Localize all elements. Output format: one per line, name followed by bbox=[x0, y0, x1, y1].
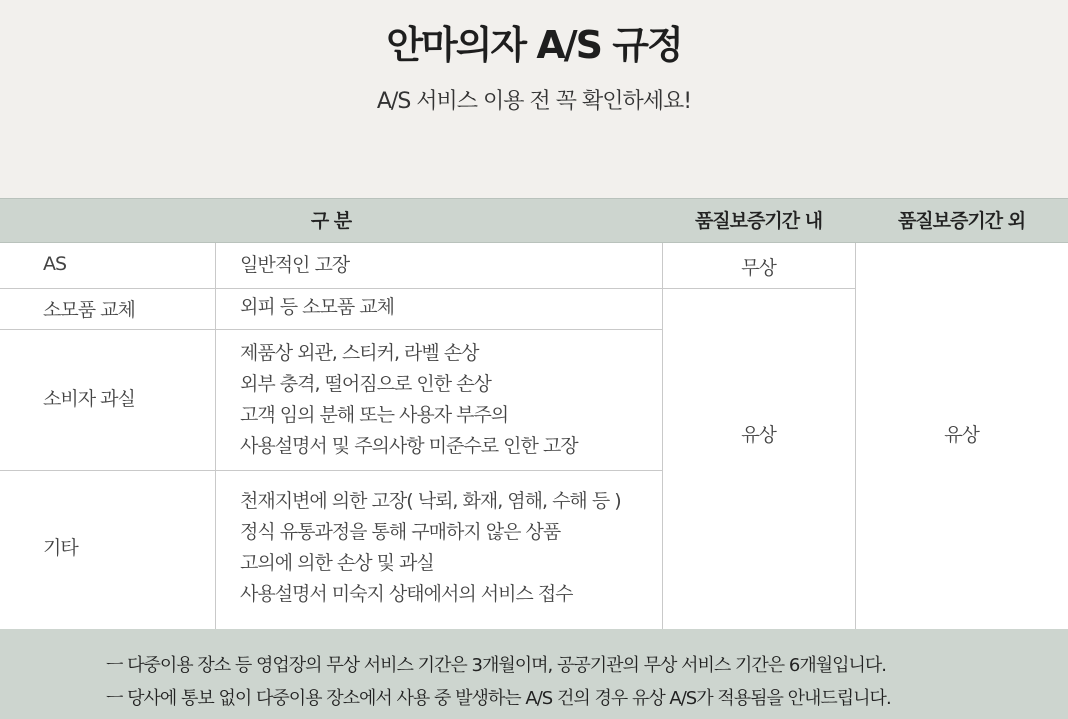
table-row-details bbox=[240, 338, 578, 462]
page-title: 안마의자 A/S 규정 bbox=[386, 23, 682, 67]
detail-line: 고객 임의 분해 또는 사용자 부주의 bbox=[240, 404, 509, 426]
detail-line: 사용설명서 미숙지 상태에서의 서비스 접수 bbox=[240, 583, 573, 605]
table-row-category: 소모품 교체 bbox=[43, 299, 135, 321]
column-divider bbox=[215, 243, 216, 629]
out-warranty-value: 유상 bbox=[944, 424, 979, 446]
footer-note: ㅡ 당사에 통보 없이 다중이용 장소에서 사용 중 발생하는 A/S 건의 경우 유상 A/S가 적용됨을 안내드립니다. bbox=[106, 688, 891, 709]
in-warranty-paid-value: 유상 bbox=[741, 424, 776, 446]
detail-line: 외피 등 소모품 교체 bbox=[240, 296, 394, 318]
detail-line: 일반적인 고장 bbox=[240, 254, 350, 276]
footer-note: ㅡ 다중이용 장소 등 영업장의 무상 서비스 기간은 3개월이며, 공공기관의 무상 서비스 기간은 6개월입니다. bbox=[106, 655, 887, 676]
detail-line: 정식 유통과정을 통해 구매하지 않은 상품 bbox=[240, 521, 561, 543]
row-divider bbox=[0, 329, 662, 330]
header bbox=[0, 0, 1068, 198]
table-row-details bbox=[240, 292, 394, 323]
table-header bbox=[0, 198, 1068, 243]
column-header-category: 구 분 bbox=[310, 210, 352, 232]
page-subtitle: A/S 서비스 이용 전 꼭 확인하세요! bbox=[376, 89, 692, 114]
detail-line: 외부 충격, 떨어짐으로 인한 손상 bbox=[240, 373, 491, 395]
row-divider bbox=[0, 288, 855, 289]
column-header-in-warranty: 품질보증기간 내 bbox=[694, 210, 823, 232]
footer-notes bbox=[0, 629, 1068, 719]
detail-line: 천재지변에 의한 고장( 낙뢰, 화재, 염해, 수해 등 ) bbox=[240, 490, 621, 512]
column-header-out-warranty: 품질보증기간 외 bbox=[897, 210, 1026, 232]
row-divider bbox=[0, 470, 662, 471]
detail-line: 제품상 외관, 스티커, 라벨 손상 bbox=[240, 342, 479, 364]
in-warranty-free-value: 무상 bbox=[741, 257, 776, 279]
table-row-details bbox=[240, 250, 349, 281]
table-row-category: AS bbox=[43, 253, 67, 275]
table-row-category: 소비자 과실 bbox=[43, 388, 135, 410]
as-policy-table bbox=[0, 243, 1068, 629]
detail-line: 고의에 의한 손상 및 과실 bbox=[240, 552, 434, 574]
detail-line: 사용설명서 및 주의사항 미준수로 인한 고장 bbox=[240, 435, 578, 457]
table-row-details bbox=[240, 486, 621, 610]
table-row-category: 기타 bbox=[43, 537, 78, 559]
